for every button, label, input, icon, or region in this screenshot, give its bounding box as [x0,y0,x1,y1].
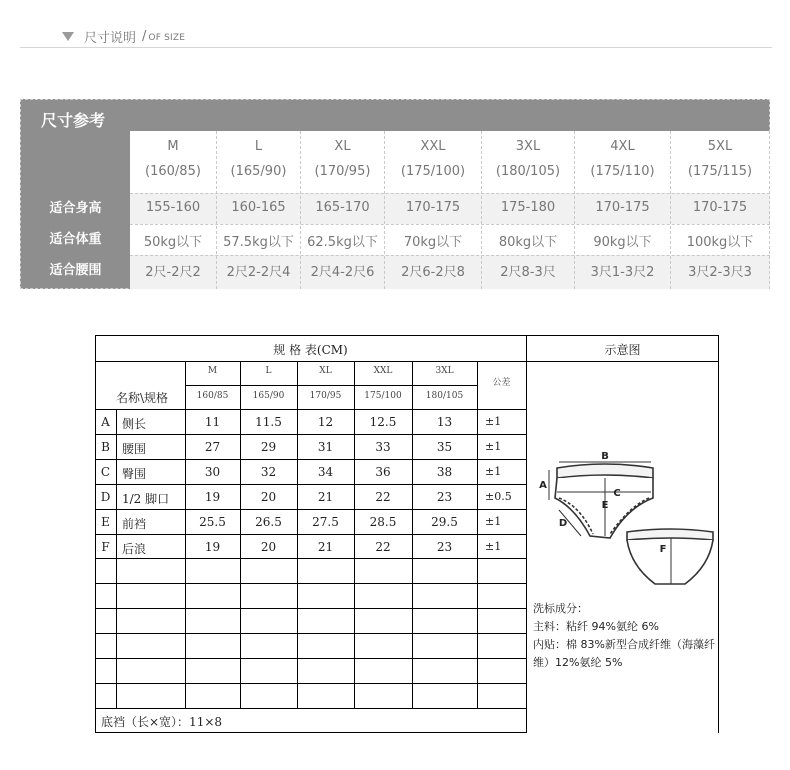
size-header-m: M [207,366,218,376]
size-spec: (160/85) [145,164,201,179]
measure-value: 23 [436,490,453,504]
size-height: 160-165 [231,200,286,215]
measure-value: 11 [204,415,221,429]
section-subtitle: OF SIZE [148,33,186,43]
row-rule [95,484,526,485]
diagram-label-c: C [613,488,621,499]
row-rule [95,683,526,684]
measure-value: 28.5 [369,515,397,529]
title-rule [95,361,719,362]
size-waist: 2尺4-2尺6 [310,265,375,280]
row-label-height: 适合身高 [49,201,102,216]
size-name: M [167,139,179,154]
tolerance-value: ±0.5 [485,490,512,503]
measure-value: 22 [375,540,391,554]
row-rule [185,385,477,386]
size-spec: (165/90) [230,164,287,179]
row-rule [95,633,526,634]
size-header-3xl: 3XL [435,366,454,376]
size-spec: (175/100) [400,164,466,179]
size-spec-xl: 170/95 [309,391,342,401]
measure-value: 29 [260,440,277,454]
size-waist: 2尺8-3尺 [500,265,556,280]
row-rule [95,708,526,709]
measure-value: 27 [204,440,221,454]
row-code: F [101,540,110,554]
section-title: 尺寸说明 [84,30,137,46]
size-name: XXL [420,139,446,154]
size-height: 175-180 [500,200,556,215]
row-rule [95,558,526,559]
size-column-3xl [482,131,575,289]
row-name: 1/2 脚口 [122,492,170,506]
measure-value: 12 [317,415,334,429]
row-name: 侧长 [122,417,147,431]
tolerance-header: 公差 [492,378,511,388]
measure-value: 38 [436,465,453,479]
tolerance-value: ±1 [485,440,502,453]
back-brief-drawing [627,529,713,584]
size-spec-l: 165/90 [252,391,285,401]
size-spec: (170/95) [314,164,371,179]
row-rule [95,534,526,535]
size-spec-xxl: 175/100 [364,391,402,401]
row-code: B [101,440,110,454]
size-name: 4XL [610,139,635,154]
size-name: XL [334,139,351,154]
section-header [62,26,185,46]
size-name: 3XL [515,139,541,154]
row-label-waist: 适合腰围 [49,263,102,278]
row-rule [95,608,526,609]
measure-value: 21 [317,540,334,554]
measure-value: 34 [317,465,334,479]
measure-value: 35 [436,440,453,454]
notes-lining: 内贴：棉 83%新型合成纤维（海藻纤维）12%氨纶 5% [533,638,715,669]
table-border-top [95,335,719,336]
header-divider [20,47,772,48]
notes-heading: 洗标成分： [533,602,588,615]
fabric-notes [533,600,718,672]
size-weight: 70kg以下 [403,235,463,250]
size-height: 170-175 [595,200,650,215]
diagram-title: 示意图 [604,343,641,357]
spec-title: 规 格 表(CM) [273,343,348,357]
measure-value: 23 [436,540,453,554]
measure-value: 19 [204,540,221,554]
diagram-label-e: E [601,500,609,511]
row-code: D [100,490,111,504]
row-name: 臀围 [122,467,147,481]
size-column-5xl [671,131,770,289]
size-weight: 50kg以下 [143,235,203,250]
size-column-4xl [575,131,671,289]
diagram-divider [526,335,527,733]
row-rule [95,583,526,584]
row-rule [95,509,526,510]
row-rule [95,409,526,410]
measure-value: 12.5 [369,415,397,429]
row-name: 后浪 [122,542,147,556]
measure-value: 36 [375,465,391,479]
size-column-m [130,131,217,289]
size-spec: (175/110) [590,164,655,179]
diagram-label-a: A [539,480,547,491]
section-slash: / [142,28,147,44]
size-column-l [217,131,301,289]
measure-value: 20 [260,490,277,504]
measure-value: 20 [260,540,277,554]
measure-value: 31 [317,440,334,454]
measure-value: 32 [260,465,277,479]
row-name: 前裆 [122,517,147,531]
size-weight: 100kg以下 [686,235,754,250]
crotch-size-note: 底裆（长×宽）：11×8 [101,715,223,729]
row-label-weight: 适合体重 [49,232,102,247]
size-spec-m: 160/85 [196,391,229,401]
size-reference-grid [130,131,770,289]
size-reference-table [20,99,770,289]
measure-value: 33 [375,440,391,454]
size-name: 5XL [707,139,733,154]
size-column-xxl [385,131,482,289]
diagram-label-f: F [659,544,667,555]
name-header: 名称\规格 [115,391,169,405]
row-code: A [101,415,110,429]
size-waist: 3尺1-3尺2 [590,265,655,280]
size-waist: 2尺-2尺2 [145,265,201,280]
size-header-xxl: XXL [373,366,393,376]
measure-value: 25.5 [199,515,226,529]
measure-value: 21 [317,490,334,504]
size-reference-title: 尺寸参考 [41,111,106,130]
row-code: C [100,465,111,479]
size-waist: 2尺2-2尺4 [226,265,291,280]
notes-main-fabric: 主料：粘纤 94%氨纶 6% [533,620,659,633]
measure-value: 30 [204,465,221,479]
size-waist: 2尺6-2尺8 [401,265,465,280]
size-header-l: L [265,366,272,376]
size-weight: 80kg以下 [498,235,558,250]
measure-value: 19 [204,490,221,504]
size-header-xl: XL [319,366,332,376]
measure-value: 26.5 [255,515,282,529]
row-rule [95,459,526,460]
diagram-label-b: B [601,451,609,462]
tolerance-value: ±1 [485,415,502,428]
size-height: 155-160 [145,200,201,215]
size-name: L [254,139,263,154]
measure-value: 11.5 [255,415,282,429]
tolerance-value: ±1 [485,465,502,478]
row-rule [95,658,526,659]
tolerance-value: ±1 [485,515,502,528]
tolerance-value: ±1 [485,540,502,553]
size-height: 170-175 [405,200,461,215]
triangle-down-icon [62,32,74,41]
size-weight: 57.5kg以下 [223,235,294,250]
size-waist: 3尺2-3尺3 [688,265,752,280]
table-border-bottom [95,732,526,733]
size-column-xl [301,131,385,289]
size-spec-3xl: 180/105 [425,391,464,401]
row-name: 腰围 [122,442,147,456]
size-spec: (175/115) [687,164,753,179]
size-height: 165-170 [315,200,370,215]
measure-value: 27.5 [312,515,339,529]
diagram-label-d: D [558,518,568,529]
row-rule [95,434,526,435]
size-spec: (180/105) [495,164,561,179]
table-border-right [718,335,719,733]
size-weight: 62.5kg以下 [307,235,378,250]
measure-value: 29.5 [431,515,458,529]
row-code: E [101,515,110,529]
size-height: 170-175 [692,200,748,215]
measure-value: 13 [436,415,453,429]
size-weight: 90kg以下 [593,235,652,250]
measure-value: 22 [375,490,391,504]
garment-diagram [535,448,715,588]
